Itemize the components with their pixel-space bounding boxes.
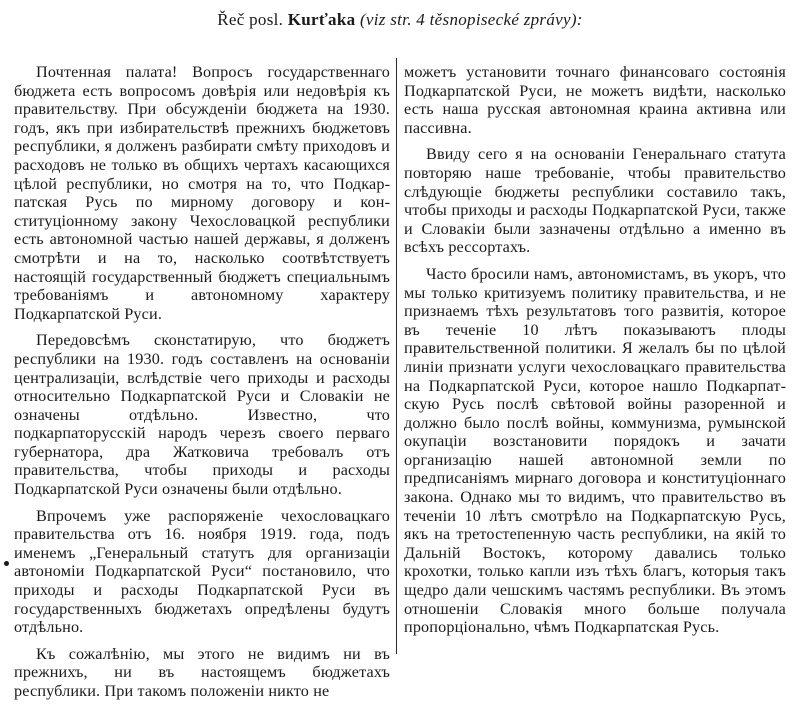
left-paragraph-3: Впрочемъ уже распоряженіе чехословацкаго правительства отъ 16. ноября 1919. года, подъ именемъ „Генеральный статутъ для организаціи автономіи Подкарпатской Руси“ постановило, что приходы и расходы Подкарпатской Руси въ государственныхъ бюджетахъ опредѣлены будутъ отдѣльно. — [14, 506, 390, 637]
heading-reference: (viz str. 4 těsnopisecké zprávy): — [355, 10, 583, 29]
left-paragraph-1: Почтенная палата! Вопросъ государственнаго бюджета есть вопросомъ довѣрія или недовѣрія къ правительству. При обсужденіи бюджета на 1930. годъ, якъ при избирательствѣ прежнихъ бюджетовъ республики, я долженъ разбирати смѣту приходовъ и расходовъ не только въ общихъ чертахъ касающихся цѣлой республики, но смотря на то, что Подкарпатская Русь по мирному договору и конституціонному закону Чехословацкой республики есть автономной частью нашей державы, я долженъ смотрѣти и на то, насколько соотвѣтствуетъ настоящій государственный бюджетъ специальнымъ требованіямъ и автономному характеру Подкарпатской Руси. — [14, 63, 390, 323]
left-paragraph-2: Передовсѣмъ сконстатирую, что бюджетъ республики на 1930. годъ составленъ на основаніи централизаціи, вслѣдствіе чего приходы и расходы относительно Подкарпатской Руси и Словакіи не означены отдѣльно. Известно, что подкарпаторусскій народъ черезъ своего перваго губернатора, дра Жатковича требовалъ отъ правительства, чтобы приходы и расходы Подкарпатской Руси означены были отдѣльно. — [14, 331, 390, 499]
right-paragraph-2: Часто бросили намъ, автономистамъ, въ укоръ, что мы только критизуемъ политику правительства, и не признаемъ тѣхъ результатовъ того развитія, которое въ теченіе 10 лѣтъ показываютъ плоды правительственной политики. Я желалъ бы по цѣлой линіи признати услуги чехословацкаго правительства на Подкарпатской Руси, которое нашло Подкарпатскую Русь послѣ свѣтовой войны разоренной и должно было послѣ войны, коммунизма, румынской окупаціи возстановити порядокъ и зачати организацію нашей автономной земли по предписаніямъ мирнаго договора и конституціоннаго закона. Однако мы то видимъ, что правительство въ теченіи 10 лѣтъ смотрѣло на Подкарпатскую Русь, якъ на третостепенную часть республики, на якій то Дальній Востокъ, которому давались только крохотки, только капли изъ тѣхъ благъ, которыя такъ щедро дали чешскимъ частямъ республики. Въ этомъ отношеніи Словакія много больше получала пропорціонально, чѣмъ Подкарпатская Русь. — [404, 264, 786, 637]
right-column — [404, 63, 786, 645]
left-column — [14, 63, 390, 709]
right-paragraph-1: Ввиду сего я на основаніи Генеральнаго статута повторяю наше требованіе, чтобы правительство слѣдующіе бюджеты республики составило такъ, чтобы приходы и расходы Подкарпатской Руси, также и Словакіи были зазначены отдѣльно а именно въ всѣхъ рессортахъ. — [404, 145, 786, 257]
left-paragraph-4: Къ сожалѣнію, мы этого не видимъ ни въ прежнихъ, ни въ настоящемъ бюджетахъ республики. При такомъ положеніи никто не — [14, 644, 390, 700]
right-continuation: можетъ установити точнаго финансоваго состоянія Подкарпатской Руси, не можетъ видѣти, насколько есть наша русская автономная краина активна или пассивна. — [404, 63, 786, 137]
column-divider — [396, 58, 397, 654]
speaker-name: Kurťaka — [287, 10, 356, 29]
speech-heading — [0, 9, 800, 31]
margin-mark — [4, 561, 9, 566]
heading-prefix: Řeč posl. — [217, 10, 288, 29]
